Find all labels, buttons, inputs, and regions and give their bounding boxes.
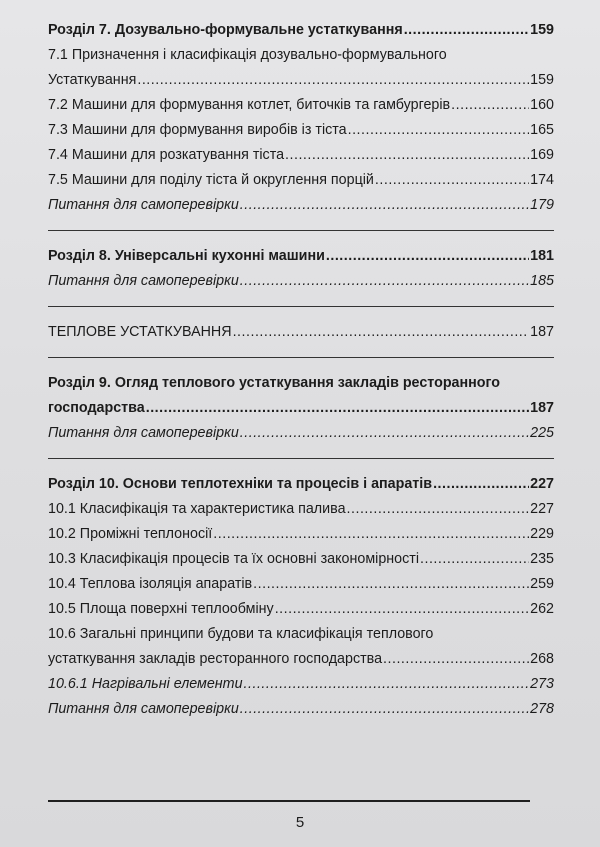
toc-line bbox=[48, 269, 554, 294]
toc-entry-page: 159 bbox=[530, 72, 554, 88]
toc-entry bbox=[48, 547, 554, 572]
toc-line bbox=[48, 647, 554, 672]
toc-entry-title: Питання для самоперевірки bbox=[48, 425, 239, 441]
toc-entry-title: 10.2 Проміжні теплоносії bbox=[48, 526, 213, 542]
toc-entry-page: 181 bbox=[530, 248, 554, 264]
toc-entry-page: 262 bbox=[530, 601, 554, 617]
leader-dots bbox=[383, 647, 529, 672]
toc-entry-page: 187 bbox=[530, 400, 554, 416]
toc-entry-title: 7.2 Машини для формування котлет, биточків та гамбургерів bbox=[48, 97, 451, 113]
toc-entry bbox=[48, 18, 554, 43]
toc-line bbox=[48, 43, 554, 68]
leader-dots bbox=[326, 244, 529, 269]
toc-entry bbox=[48, 193, 554, 218]
leader-dots bbox=[253, 572, 529, 597]
toc-line bbox=[48, 597, 554, 622]
toc-entry-page: 174 bbox=[530, 172, 554, 188]
toc-entry-title: Питання для самоперевірки bbox=[48, 701, 239, 717]
leader-dots bbox=[146, 396, 529, 421]
toc-entry bbox=[48, 697, 554, 722]
table-of-contents bbox=[48, 18, 554, 722]
toc-entry bbox=[48, 269, 554, 294]
toc-line bbox=[48, 622, 554, 647]
toc-entry-title: Розділ 9. Огляд теплового устаткування закладів ресторанного bbox=[48, 375, 501, 391]
toc-line bbox=[48, 93, 554, 118]
toc-entry-title: Питання для самоперевірки bbox=[48, 197, 239, 213]
toc-entry-title: 7.5 Машини для поділу тіста й округлення порцій bbox=[48, 172, 374, 188]
leader-dots bbox=[420, 547, 529, 572]
toc-line bbox=[48, 396, 554, 421]
toc-entry-page: 225 bbox=[530, 425, 554, 441]
toc-line bbox=[48, 168, 554, 193]
toc-entry bbox=[48, 522, 554, 547]
toc-line bbox=[48, 371, 554, 396]
leader-dots bbox=[404, 18, 529, 43]
leader-dots bbox=[285, 143, 529, 168]
section-divider bbox=[48, 230, 554, 231]
toc-entry-title: 7.3 Машини для формування виробів із тіста bbox=[48, 122, 347, 138]
toc-entry-page: 160 bbox=[530, 97, 554, 113]
toc-entry-title: 10.6 Загальні принципи будови та класифікація теплового bbox=[48, 626, 434, 642]
toc-entry-page: 229 bbox=[530, 526, 554, 542]
toc-entry bbox=[48, 168, 554, 193]
toc-entry-page: 169 bbox=[530, 147, 554, 163]
toc-entry-page: 185 bbox=[530, 273, 554, 289]
toc-entry-page: 278 bbox=[530, 701, 554, 717]
section-divider bbox=[48, 306, 554, 307]
toc-entry bbox=[48, 572, 554, 597]
toc-entry bbox=[48, 118, 554, 143]
toc-entry bbox=[48, 597, 554, 622]
toc-entry-page: 259 bbox=[530, 576, 554, 592]
toc-entry bbox=[48, 143, 554, 168]
leader-dots bbox=[347, 497, 530, 522]
toc-entry-title: 10.3 Класифікація процесів та їх основні закономірності bbox=[48, 551, 419, 567]
page-number: 5 bbox=[295, 814, 305, 831]
toc-line bbox=[48, 697, 554, 722]
toc-entry bbox=[48, 421, 554, 446]
toc-line bbox=[48, 68, 554, 93]
toc-line bbox=[48, 320, 554, 345]
toc-entry bbox=[48, 622, 554, 672]
toc-entry-title: 10.4 Теплова ізоляція апаратів bbox=[48, 576, 253, 592]
toc-entry bbox=[48, 43, 554, 93]
toc-line bbox=[48, 547, 554, 572]
toc-entry-page: 187 bbox=[530, 324, 554, 340]
toc-entry-page: 268 bbox=[530, 651, 554, 667]
toc-line bbox=[48, 143, 554, 168]
leader-dots bbox=[213, 522, 529, 547]
leader-dots bbox=[233, 320, 530, 345]
leader-dots bbox=[240, 697, 529, 722]
leader-dots bbox=[240, 193, 529, 218]
toc-entry-page: 179 bbox=[530, 197, 554, 213]
toc-entry-title: 7.1 Призначення і класифікація дозувально-формувального bbox=[48, 47, 447, 63]
leader-dots bbox=[433, 472, 529, 497]
toc-entry bbox=[48, 672, 554, 697]
toc-entry-title: Устаткування bbox=[48, 72, 137, 88]
toc-entry bbox=[48, 472, 554, 497]
toc-entry-page: 273 bbox=[530, 676, 554, 692]
toc-line bbox=[48, 193, 554, 218]
toc-entry-page: 165 bbox=[530, 122, 554, 138]
leader-dots bbox=[137, 68, 529, 93]
toc-entry-title: 10.5 Площа поверхні теплообміну bbox=[48, 601, 274, 617]
leader-dots bbox=[240, 421, 529, 446]
leader-dots bbox=[451, 93, 529, 118]
leader-dots bbox=[375, 168, 529, 193]
toc-entry-page: 235 bbox=[530, 551, 554, 567]
toc-entry-title: господарства bbox=[48, 400, 145, 416]
toc-entry bbox=[48, 93, 554, 118]
toc-line bbox=[48, 18, 554, 43]
leader-dots bbox=[240, 269, 529, 294]
toc-entry bbox=[48, 497, 554, 522]
toc-entry bbox=[48, 244, 554, 269]
toc-entry-title: Питання для самоперевірки bbox=[48, 273, 239, 289]
toc-entry-page: 159 bbox=[530, 22, 554, 38]
section-divider bbox=[48, 357, 554, 358]
toc-entry-title: 10.6.1 Нагрівальні елементи bbox=[48, 676, 243, 692]
toc-line bbox=[48, 244, 554, 269]
leader-dots bbox=[275, 597, 529, 622]
toc-entry-title: 10.1 Класифікація та характеристика палива bbox=[48, 501, 346, 517]
toc-line bbox=[48, 497, 554, 522]
toc-line bbox=[48, 472, 554, 497]
toc-entry bbox=[48, 371, 554, 421]
toc-entry-title: Розділ 8. Універсальні кухонні машини bbox=[48, 248, 325, 264]
toc-entry-page: 227 bbox=[530, 501, 554, 517]
toc-entry-title: Розділ 7. Дозувально-формувальне устаткування bbox=[48, 22, 403, 38]
toc-entry-title: ТЕПЛОВЕ УСТАТКУВАННЯ bbox=[48, 324, 232, 340]
toc-line bbox=[48, 522, 554, 547]
toc-entry-title: Розділ 10. Основи теплотехніки та процесів і апаратів bbox=[48, 476, 433, 492]
toc-line bbox=[48, 421, 554, 446]
toc-line bbox=[48, 118, 554, 143]
toc-entry bbox=[48, 320, 554, 345]
toc-entry-title: устаткування закладів ресторанного господарства bbox=[48, 651, 383, 667]
toc-entry-page: 227 bbox=[530, 476, 554, 492]
toc-entry-title: 7.4 Машини для розкатування тіста bbox=[48, 147, 285, 163]
toc-line bbox=[48, 672, 554, 697]
section-divider bbox=[48, 458, 554, 459]
leader-dots bbox=[244, 672, 530, 697]
leader-dots bbox=[348, 118, 530, 143]
footer-rule bbox=[48, 800, 530, 802]
toc-line bbox=[48, 572, 554, 597]
